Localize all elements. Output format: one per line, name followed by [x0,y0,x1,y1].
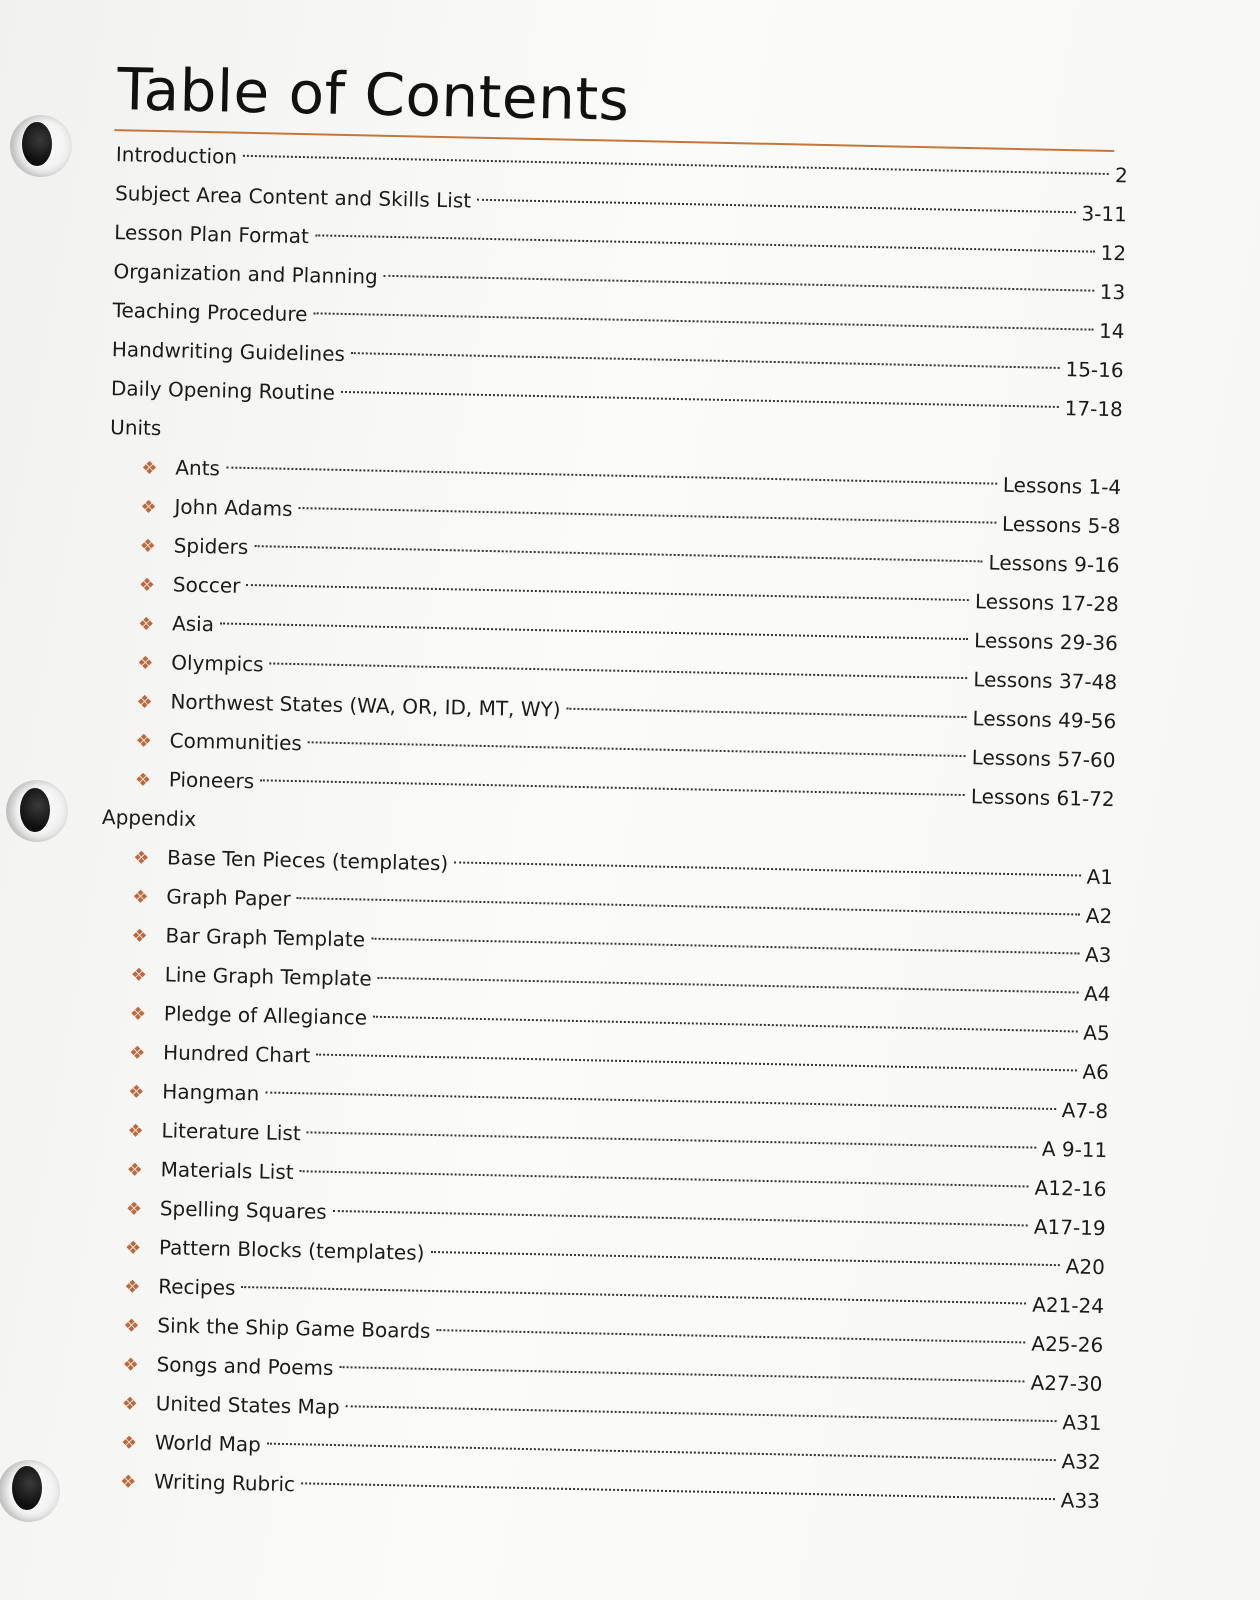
diamond-bullet-icon: ❖ [130,964,148,986]
diamond-bullet-icon: ❖ [124,1237,142,1259]
entry-label: Writing Rubric [153,1469,296,1497]
dot-leader [267,1443,1056,1462]
entry-label: Handwriting Guidelines [111,337,346,366]
entry-label: Materials List [160,1157,294,1185]
entry-label: Hundred Chart [162,1040,311,1068]
entry-label: United States Map [155,1391,340,1420]
diamond-bullet-icon: ❖ [138,574,156,597]
entry-label: Recipes [157,1274,236,1300]
entry-label: Base Ten Pieces (templates) [166,845,449,876]
entry-label: Hangman [162,1079,260,1106]
appendix-heading: Appendix [101,805,197,831]
entry-label: Soccer [172,572,241,598]
entry-label: Spiders [173,533,249,560]
entry-page-number: A2 [1085,903,1113,929]
entry-page-number: Lessons 5-8 [1001,511,1121,539]
dot-leader [297,897,1080,915]
entry-page-number: 17-18 [1064,396,1124,422]
entry-page-number: Lessons 61-72 [970,784,1115,812]
dot-leader [260,779,965,796]
entry-label: John Adams [174,494,293,521]
entry-page-number: 12 [1100,240,1127,266]
dot-leader [315,234,1095,252]
entry-label: Bar Graph Template [165,923,366,952]
diamond-bullet-icon: ❖ [136,691,153,714]
entry-label: Sink the Ship Game Boards [157,1313,431,1343]
entry-label: World Map [154,1430,262,1457]
entry-page-number: A21-24 [1031,1292,1105,1319]
diamond-bullet-icon: ❖ [131,925,148,947]
entry-page-number: A7-8 [1061,1098,1109,1124]
binder-ring-middle [20,788,50,832]
entry-page-number: A6 [1082,1059,1110,1085]
diamond-bullet-icon: ❖ [140,496,157,519]
entry-page-number: A27-30 [1030,1370,1103,1397]
dot-leader [436,1329,1025,1343]
entry-label: Subject Area Content and Skills List [114,181,472,213]
diamond-bullet-icon: ❖ [135,730,152,753]
entry-label: Organization and Planning [113,259,379,289]
dot-leader [341,391,1059,408]
dot-leader [226,467,997,485]
entry-page-number: A5 [1083,1020,1110,1046]
diamond-bullet-icon: ❖ [128,1042,146,1064]
entry-page-number: 14 [1098,318,1125,344]
diamond-bullet-icon: ❖ [141,457,158,480]
entry-page-number: 3-11 [1081,201,1128,227]
diamond-bullet-icon: ❖ [139,535,157,558]
diamond-bullet-icon: ❖ [128,1081,145,1103]
diamond-bullet-icon: ❖ [137,652,154,675]
dot-leader [373,1016,1077,1033]
dot-leader [265,1091,1055,1110]
dot-leader [567,708,967,718]
table-of-contents [80,55,1130,1521]
dot-leader [430,1251,1059,1266]
entry-page-number: A4 [1083,981,1111,1007]
entry-label: Northwest States (WA, OR, ID, MT, WY) [170,689,561,722]
entry-page-number: Lessons 57-60 [971,745,1116,773]
diamond-bullet-icon: ❖ [120,1432,138,1454]
entry-label: Introduction [115,142,238,169]
dot-leader [246,584,969,601]
entry-label: Asia [171,611,215,637]
diamond-bullet-icon: ❖ [132,886,149,908]
entry-page-number: 15-16 [1065,357,1124,383]
dot-leader [384,275,1094,292]
dot-leader [333,1210,1028,1227]
binder-ring-bottom [12,1466,42,1510]
dot-leader [378,977,1078,994]
entry-label: Communities [169,728,303,756]
entry-page-number: Lessons 17-28 [974,589,1119,617]
entry-page-number: A32 [1061,1449,1102,1475]
entry-page-number: A31 [1062,1410,1102,1436]
page-title: Table of Contents [116,55,631,134]
entry-page-number: Lessons 1-4 [1002,472,1122,500]
dot-leader [454,861,1080,876]
diamond-bullet-icon: ❖ [127,1120,144,1142]
diamond-bullet-icon: ❖ [121,1393,139,1415]
diamond-bullet-icon: ❖ [134,769,152,792]
dot-leader [270,662,968,679]
entry-page-number: A20 [1065,1254,1106,1280]
dot-leader [307,1131,1036,1148]
entry-page-number: 2 [1114,163,1128,188]
entry-page-number: A12-16 [1034,1175,1107,1202]
entry-label: Daily Opening Routine [110,376,336,405]
entry-page-number: A17-19 [1033,1214,1106,1241]
dot-leader [346,1405,1057,1422]
entry-label: Graph Paper [166,884,291,911]
diamond-bullet-icon: ❖ [137,613,155,636]
dot-leader [300,1170,1029,1187]
entry-label: Ants [175,455,221,481]
binder-ring-top [22,122,52,166]
dot-leader [477,199,1075,214]
dot-leader [351,352,1060,369]
entry-page-number: 13 [1099,279,1126,305]
diamond-bullet-icon: ❖ [119,1471,137,1493]
diamond-bullet-icon: ❖ [123,1276,141,1298]
diamond-bullet-icon: ❖ [126,1159,144,1181]
diamond-bullet-icon: ❖ [129,1003,147,1025]
entry-label: Olympics [171,650,264,677]
entry-label: Line Graph Template [164,962,372,991]
entry-page-number: A25-26 [1031,1331,1104,1358]
entry-page-number: Lessons 29-36 [973,628,1119,656]
diamond-bullet-icon: ❖ [123,1315,140,1337]
entry-page-number: A1 [1086,864,1114,890]
dot-leader [299,507,997,524]
dot-leader [313,312,1093,330]
entry-page-number: Lessons 9-16 [988,550,1120,578]
dot-leader [243,155,1109,175]
diamond-bullet-icon: ❖ [132,847,150,869]
dot-leader [301,1482,1055,1500]
entry-page-number: Lessons 49-56 [972,706,1117,734]
entry-page-number: A 9-11 [1041,1136,1108,1163]
entry-label: Pioneers [168,767,255,794]
entry-label: Lesson Plan Format [114,220,310,249]
entry-label: Songs and Poems [156,1352,334,1380]
diamond-bullet-icon: ❖ [122,1354,139,1376]
dot-leader [371,938,1079,955]
entry-label: Literature List [161,1118,301,1146]
diamond-bullet-icon: ❖ [125,1198,143,1220]
entry-label: Spelling Squares [159,1196,328,1224]
dot-leader [308,741,966,757]
entry-page-number: A3 [1084,942,1112,968]
units-list [94,447,1121,819]
dot-leader [220,622,968,640]
dot-leader [241,1286,1026,1304]
entry-label: Pattern Blocks (templates) [158,1235,425,1265]
entry-label: Teaching Procedure [112,298,308,327]
main-entries-list [103,135,1128,429]
entry-page-number: Lessons 37-48 [973,667,1118,695]
entry-label: Pledge of Allegiance [163,1001,368,1030]
dot-leader [254,545,982,562]
dot-leader [316,1054,1076,1072]
units-heading: Units [109,415,162,441]
dot-leader [339,1366,1024,1382]
entry-page-number: A33 [1060,1488,1101,1514]
appendix-list [80,837,1114,1521]
